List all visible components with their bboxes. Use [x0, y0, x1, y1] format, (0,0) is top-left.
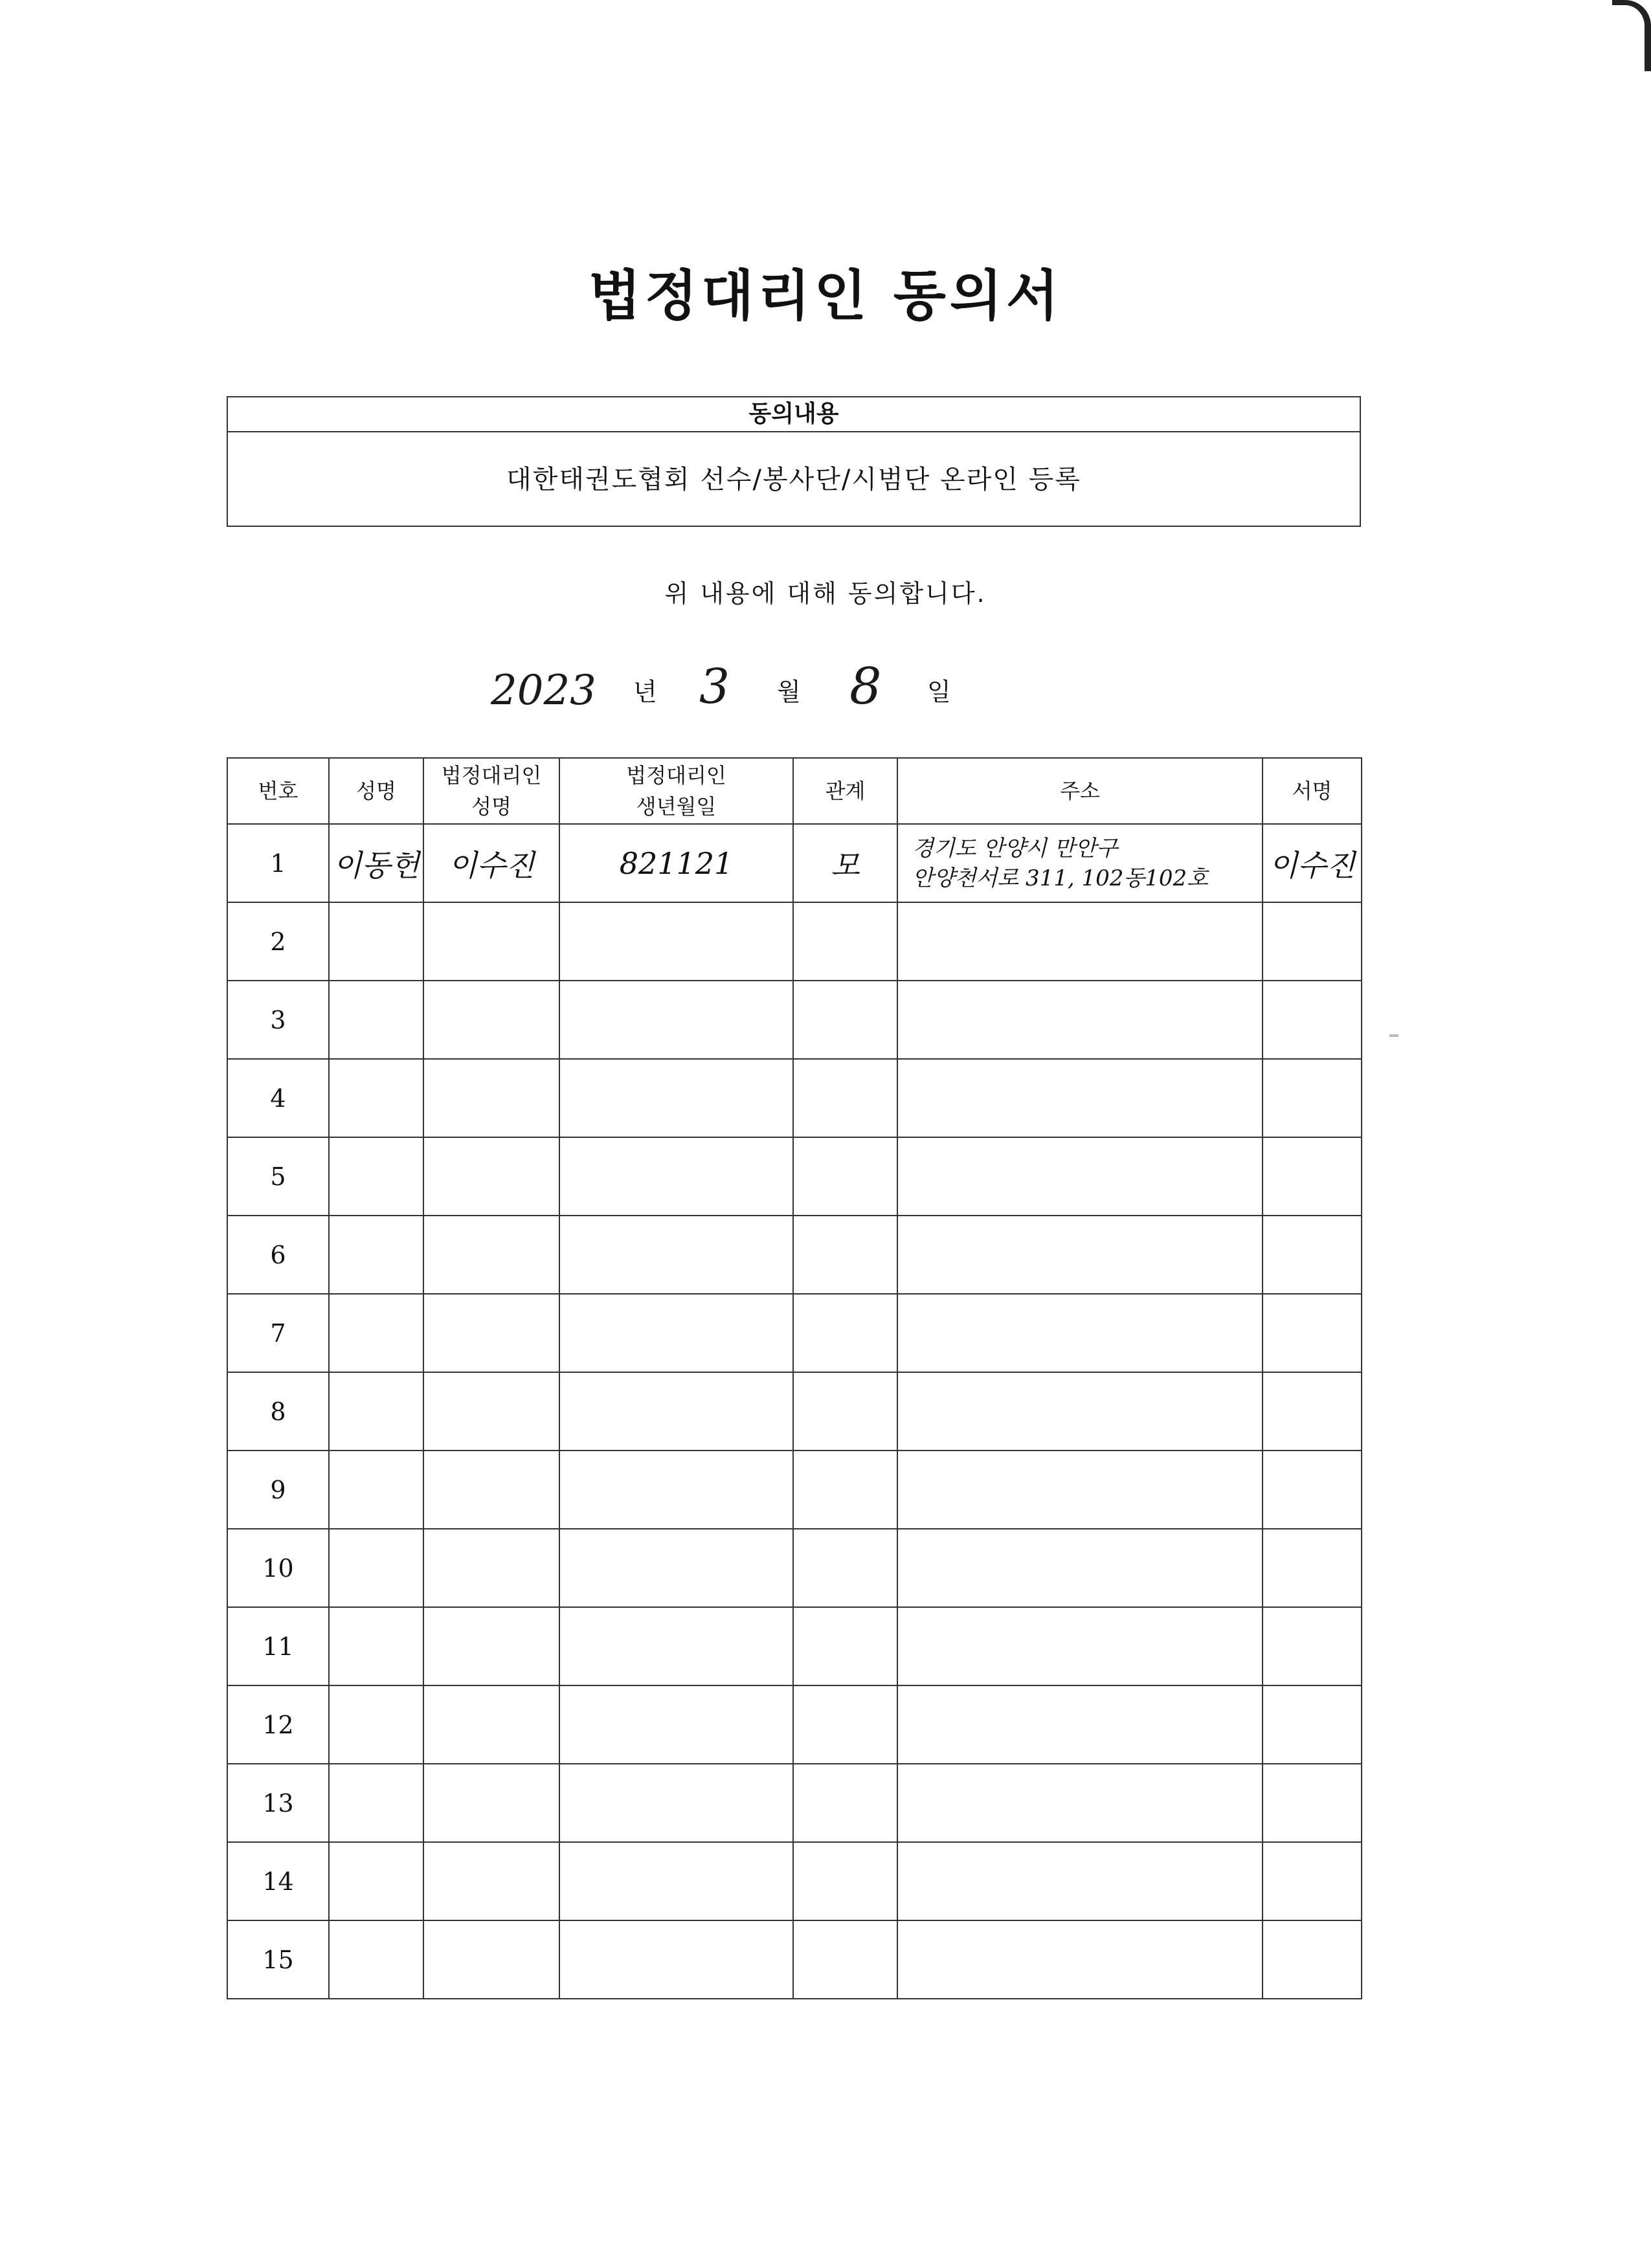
cell-relation [793, 1372, 897, 1451]
cell-guardian-name [423, 1920, 559, 1999]
cell-name [329, 1294, 423, 1372]
cell-relation [793, 981, 897, 1059]
header-guardian-name-line1: 법정대리인 [441, 763, 542, 788]
cell-relation [793, 902, 897, 981]
cell-number: 7 [227, 1294, 329, 1372]
cell-name [329, 1685, 423, 1764]
header-number: 번호 [227, 758, 329, 824]
cell-guardian-birth [559, 1372, 793, 1451]
cell-guardian-name [423, 1059, 559, 1137]
cell-relation [793, 1764, 897, 1842]
table-row [227, 1059, 1362, 1137]
cell-name [329, 1216, 423, 1294]
cell-relation [793, 1529, 897, 1607]
cell-relation [793, 1451, 897, 1529]
cell-number: 13 [227, 1764, 329, 1842]
cell-guardian-name [423, 1529, 559, 1607]
cell-guardian-birth [559, 902, 793, 981]
cell-address [897, 1529, 1263, 1607]
cell-guardian-birth [559, 1685, 793, 1764]
consent-box [227, 396, 1361, 527]
registration-table [227, 757, 1362, 1999]
cell-relation [793, 1607, 897, 1685]
cell-signature [1263, 1216, 1362, 1294]
cell-guardian-name [423, 1451, 559, 1529]
header-guardian-birth-line1: 법정대리인 [626, 763, 726, 788]
date-month-label: 월 [777, 678, 801, 706]
cell-signature [1263, 1137, 1362, 1216]
cell-address [897, 902, 1263, 981]
cell-address [897, 1451, 1263, 1529]
cell-relation [793, 1842, 897, 1920]
cell-number: 6 [227, 1216, 329, 1294]
cell-guardian-name [423, 1842, 559, 1920]
header-guardian-birth [559, 758, 793, 824]
cell-name [329, 1451, 423, 1529]
cell-address [897, 824, 1263, 902]
table-row [227, 824, 1362, 902]
cell-guardian-name [423, 1764, 559, 1842]
table-header-row [227, 758, 1362, 824]
cell-number: 10 [227, 1529, 329, 1607]
agreement-statement: 위 내용에 대해 동의합니다. [664, 579, 987, 608]
cell-number: 5 [227, 1137, 329, 1216]
cell-number: 9 [227, 1451, 329, 1529]
cell-number: 1 [227, 824, 329, 902]
document-title: 법정대리인 동의서 [588, 264, 1063, 328]
header-guardian-birth-line2: 생년월일 [636, 794, 717, 819]
cell-name: 이동헌 [329, 824, 423, 902]
table-row [227, 981, 1362, 1059]
cell-signature [1263, 1294, 1362, 1372]
table-row [227, 1137, 1362, 1216]
header-guardian-name [423, 758, 559, 824]
cell-guardian-name [423, 1216, 559, 1294]
date-day-label: 일 [927, 678, 951, 706]
cell-address [897, 1294, 1263, 1372]
cell-guardian-birth [559, 1842, 793, 1920]
cell-guardian-name [423, 981, 559, 1059]
cell-relation [793, 1685, 897, 1764]
cell-guardian-birth [559, 1529, 793, 1607]
cell-guardian-birth [559, 1920, 793, 1999]
cell-name [329, 1764, 423, 1842]
cell-signature [1263, 1607, 1362, 1685]
cell-number: 11 [227, 1607, 329, 1685]
cell-signature [1263, 1529, 1362, 1607]
table-row [227, 1529, 1362, 1607]
cell-number: 3 [227, 981, 329, 1059]
cell-signature [1263, 1059, 1362, 1137]
cell-number: 2 [227, 902, 329, 981]
cell-name [329, 1529, 423, 1607]
table-row [227, 1607, 1362, 1685]
cell-relation [793, 1920, 897, 1999]
cell-name [329, 902, 423, 981]
cell-number: 4 [227, 1059, 329, 1137]
header-name: 성명 [329, 758, 423, 824]
cell-number: 12 [227, 1685, 329, 1764]
date-month: 3 [699, 659, 730, 715]
header-signature: 서명 [1263, 758, 1362, 824]
cell-relation [793, 1059, 897, 1137]
cell-relation [793, 1137, 897, 1216]
cell-address [897, 1764, 1263, 1842]
cell-signature [1263, 902, 1362, 981]
table-row [227, 1372, 1362, 1451]
table-row [227, 1842, 1362, 1920]
table-row [227, 1920, 1362, 1999]
cell-address [897, 1920, 1263, 1999]
cell-name [329, 1137, 423, 1216]
cell-name [329, 1920, 423, 1999]
table-row [227, 902, 1362, 981]
cell-guardian-birth [559, 1294, 793, 1372]
cell-guardian-name [423, 1137, 559, 1216]
cell-guardian-birth [559, 1216, 793, 1294]
table-row [227, 1216, 1362, 1294]
cell-name [329, 981, 423, 1059]
cell-guardian-birth [559, 1764, 793, 1842]
cell-signature [1263, 1920, 1362, 1999]
cell-signature [1263, 1372, 1362, 1451]
table-row [227, 1685, 1362, 1764]
cell-guardian-birth [559, 1059, 793, 1137]
consent-content: 대한태권도협회 선수/봉사단/시범단 온라인 등록 [506, 465, 1081, 495]
cell-address [897, 981, 1263, 1059]
cell-address [897, 1685, 1263, 1764]
cell-name [329, 1059, 423, 1137]
cell-guardian-birth [559, 981, 793, 1059]
cell-guardian-name [423, 1294, 559, 1372]
address-line-1: 경기도 안양시 만안구 [912, 835, 1118, 862]
scan-speck [1389, 1034, 1398, 1037]
cell-guardian-name [423, 1372, 559, 1451]
cell-signature [1263, 1842, 1362, 1920]
cell-guardian-birth [559, 1451, 793, 1529]
date-year: 2023 [491, 667, 596, 715]
date-day: 8 [849, 658, 882, 716]
scan-edge-mark [1612, 0, 1651, 71]
cell-name [329, 1372, 423, 1451]
header-address: 주소 [897, 758, 1263, 824]
header-relation: 관계 [793, 758, 897, 824]
cell-signature [1263, 1451, 1362, 1529]
cell-guardian-birth: 821121 [559, 824, 793, 902]
cell-guardian-birth [559, 1607, 793, 1685]
cell-guardian-name [423, 1685, 559, 1764]
table-row [227, 1451, 1362, 1529]
cell-signature [1263, 1685, 1362, 1764]
table-row [227, 1764, 1362, 1842]
cell-relation [793, 1216, 897, 1294]
cell-signature [1263, 981, 1362, 1059]
cell-address [897, 1607, 1263, 1685]
address-line-2: 안양천서로 311, 102동102호 [912, 865, 1209, 891]
cell-guardian-birth [559, 1137, 793, 1216]
cell-address [897, 1372, 1263, 1451]
date-year-label: 년 [633, 678, 657, 706]
table-row [227, 1294, 1362, 1372]
cell-guardian-name: 이수진 [423, 824, 559, 902]
cell-signature: 이수진 [1263, 824, 1362, 902]
cell-guardian-name [423, 1607, 559, 1685]
cell-relation [793, 1294, 897, 1372]
cell-guardian-name [423, 902, 559, 981]
cell-relation: 모 [793, 824, 897, 902]
cell-address [897, 1059, 1263, 1137]
cell-name [329, 1607, 423, 1685]
cell-name [329, 1842, 423, 1920]
cell-address [897, 1216, 1263, 1294]
cell-number: 14 [227, 1842, 329, 1920]
cell-number: 8 [227, 1372, 329, 1451]
cell-signature [1263, 1764, 1362, 1842]
cell-number: 15 [227, 1920, 329, 1999]
header-guardian-name-line2: 성명 [471, 794, 511, 819]
cell-address [897, 1137, 1263, 1216]
cell-address [897, 1842, 1263, 1920]
consent-heading: 동의내용 [228, 397, 1360, 432]
